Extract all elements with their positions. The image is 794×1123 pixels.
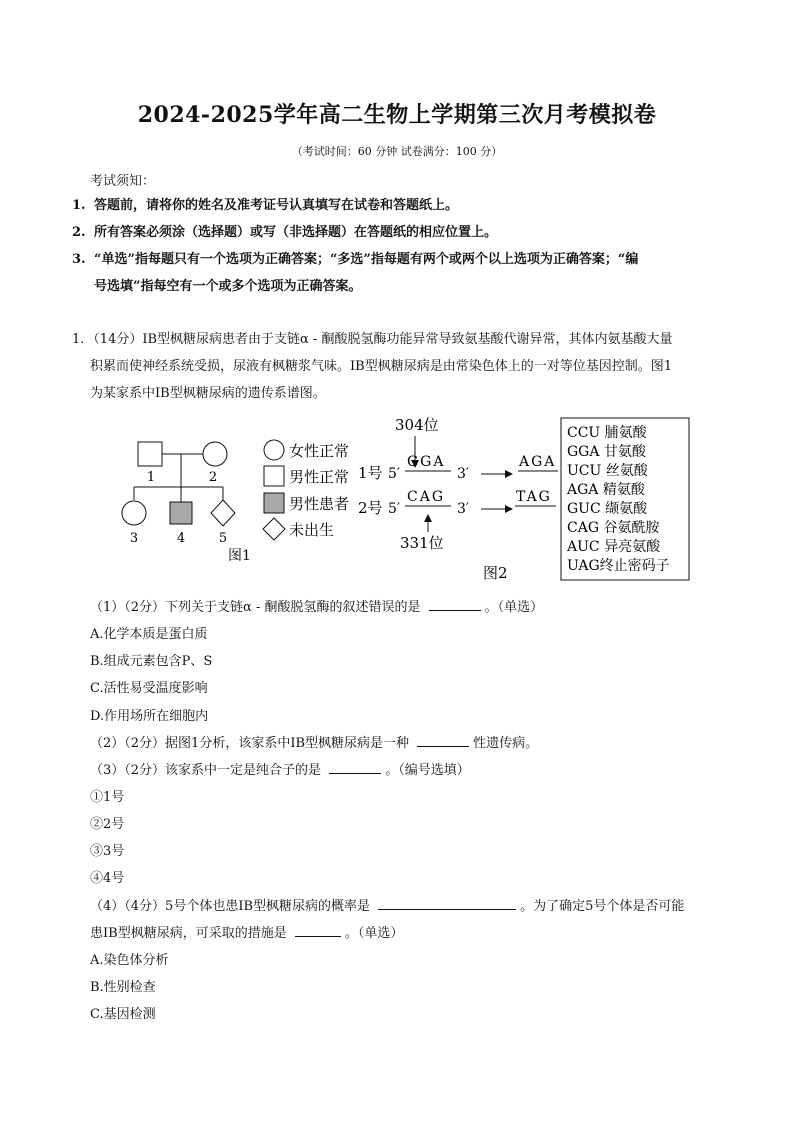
individual-3-female-normal — [122, 501, 146, 525]
position-331-label: 331位 — [400, 534, 444, 552]
answer-blank-2[interactable] — [417, 734, 469, 747]
subquestion-4: （4）（4分）5号个体也患IB型枫糖尿病的概率是 。为了确定5号个体是否可能 — [90, 899, 685, 914]
question-stem: 积累而使神经系统受损，尿液有枫糖浆气味。IB型枫糖尿病是由常染色体上的一对等位基因控制。图1 — [90, 359, 672, 374]
codon-entry: UCU 丝氨酸 — [567, 463, 648, 479]
label-3: 3 — [129, 531, 139, 546]
option-c: C.基因检测 — [90, 1007, 156, 1022]
row2-three-prime: 3′ — [457, 501, 470, 517]
legend-male-affected-icon — [264, 493, 284, 513]
label-1: 1 — [146, 470, 156, 485]
legend-female-normal: 女性正常 — [289, 442, 350, 460]
question-stem: 为某家系中IB型枫糖尿病的遗传系谱图。 — [90, 386, 326, 401]
codon-entry: AUC 异亮氨酸 — [567, 539, 661, 555]
codon-entry: UAG终止密码子 — [567, 558, 670, 574]
individual-2-female-normal — [203, 442, 227, 466]
codon-entry: GGA 甘氨酸 — [567, 444, 646, 460]
question-stem: 1．（14分）IB型枫糖尿病患者由于支链α - 酮酸脱氢酶功能异常导致氨基酸代谢异常，其体内氨基酸大量 — [72, 332, 673, 347]
option-b: B.性别检查 — [90, 980, 156, 995]
subquestion-1: （1）（2分）下列关于支链α - 酮酸脱氢酶的叙述错误的是 。（单选） — [90, 600, 544, 615]
row1-codon: GGA — [407, 454, 446, 470]
answer-blank-4[interactable] — [378, 897, 516, 910]
notice-item: 3. “单选”指每题只有一个选项为正确答案；“多选”指每题有两个或两个以上选项为正确答案；“编 — [72, 252, 639, 267]
answer-blank-1[interactable] — [429, 598, 481, 611]
choice-3: ③3号 — [90, 844, 125, 859]
figure2-caption: 图2 — [483, 564, 508, 582]
option-b: B.组成元素包含P、S — [90, 654, 213, 669]
choice-4: ④4号 — [90, 871, 125, 886]
row2-id: 2号 — [358, 499, 383, 517]
row2-mutant: TAG — [516, 489, 552, 505]
legend-female-normal-icon — [264, 440, 284, 460]
row1-id: 1号 — [358, 464, 383, 482]
notice-item: 1. 答题前，请将你的姓名及准考证号认真填写在试卷和答题纸上。 — [72, 198, 459, 213]
option-a: A.染色体分析 — [90, 953, 169, 968]
label-2: 2 — [208, 470, 218, 485]
subquestion-4-cont: 患IB型枫糖尿病，可采取的措施是 。（单选） — [90, 926, 404, 941]
individual-5-unborn — [211, 500, 235, 526]
subquestion-2: （2）（2分）据图1分析，该家系中IB型枫糖尿病是一种 性遗传病。 — [90, 736, 539, 751]
notice-item: 号选填”指每空有一个或多个选项为正确答案。 — [94, 279, 362, 294]
pedigree-figure — [115, 432, 375, 572]
label-4: 4 — [176, 531, 186, 546]
legend-unborn-icon — [263, 518, 285, 540]
choice-1: ①1号 — [90, 790, 125, 805]
row1-three-prime: 3′ — [457, 466, 470, 482]
codon-entry: AGA 精氨酸 — [567, 482, 645, 498]
legend-male-affected: 男性患者 — [289, 495, 350, 513]
codon-table — [561, 418, 689, 580]
individual-4-male-affected — [170, 502, 192, 524]
row2-five-prime: 5′ — [388, 501, 401, 517]
option-a: A.化学本质是蛋白质 — [90, 627, 208, 642]
row1-five-prime: 5′ — [388, 466, 401, 482]
row1-mutant: AGA — [519, 454, 557, 470]
answer-blank-5[interactable] — [295, 924, 341, 937]
option-d: D.作用场所在细胞内 — [90, 709, 209, 724]
position-304-label: 304位 — [395, 416, 439, 434]
mutation-figure — [355, 410, 705, 585]
label-5: 5 — [218, 531, 228, 546]
row2-codon: CAG — [407, 489, 446, 505]
individual-1-male-normal — [138, 442, 162, 466]
codon-entry: CCU 脯氨酸 — [567, 425, 647, 441]
legend-unborn: 未出生 — [289, 521, 335, 539]
exam-info: （考试时间：60 分钟 试卷满分：100 分） — [291, 145, 503, 158]
subquestion-3: （3）（2分）该家系中一定是纯合子的是 。（编号选填） — [90, 763, 470, 778]
codon-entry: CAG 谷氨酰胺 — [567, 520, 660, 536]
legend-male-normal: 男性正常 — [289, 468, 350, 486]
answer-blank-3[interactable] — [329, 761, 381, 774]
legend-male-normal-icon — [264, 466, 284, 486]
figure1-caption: 图1 — [228, 548, 251, 564]
choice-2: ②2号 — [90, 817, 125, 832]
codon-entry: GUC 缬氨酸 — [567, 501, 648, 517]
page-title: 2024-2025学年高二生物上学期第三次月考模拟卷 — [137, 102, 657, 128]
option-c: C.活性易受温度影响 — [90, 681, 208, 696]
notice-item: 2. 所有答案必须涂（选择题）或写（非选择题）在答题纸的相应位置上。 — [72, 225, 498, 240]
notice-heading: 考试须知： — [90, 174, 156, 189]
